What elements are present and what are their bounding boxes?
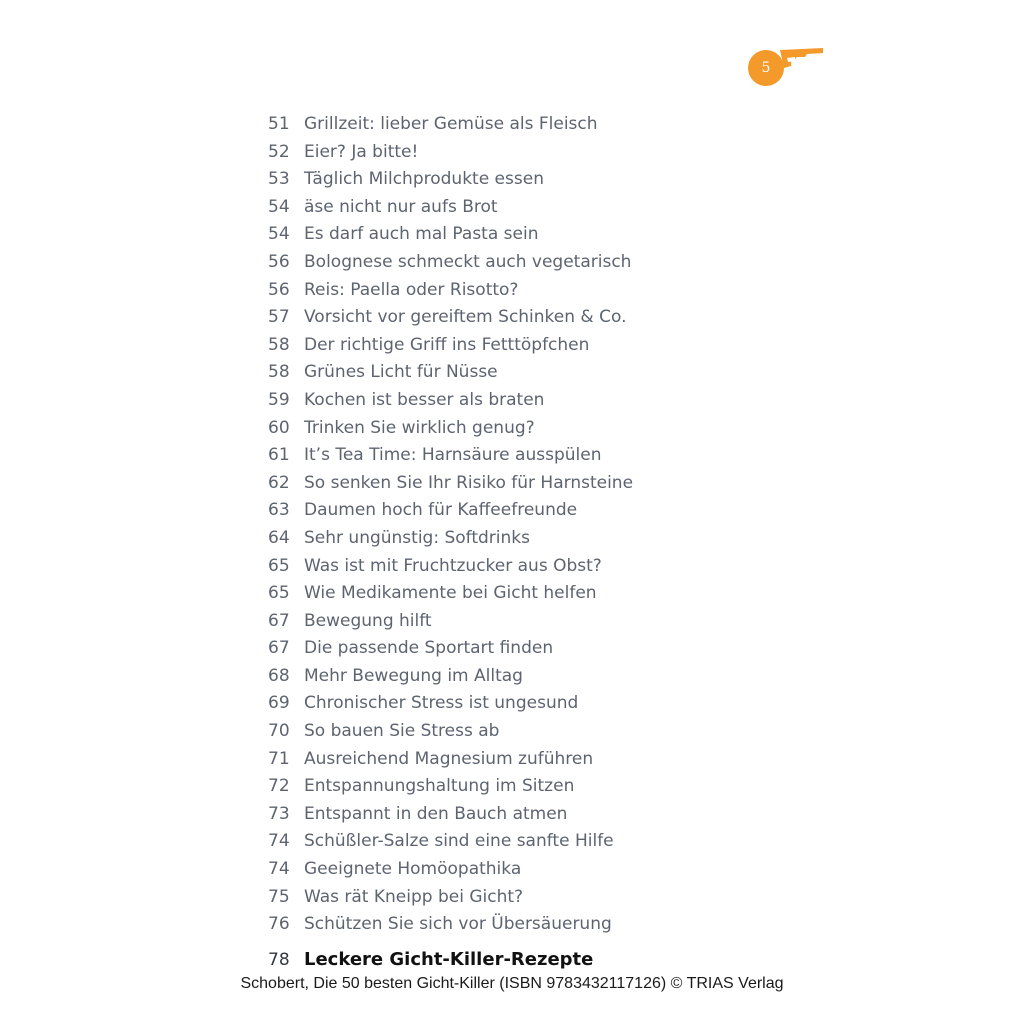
toc-entry [262, 304, 822, 332]
toc-page-number: 67 [268, 610, 290, 631]
toc-page-number: 67 [268, 638, 290, 659]
table-of-contents [262, 111, 822, 939]
toc-page-number: 57 [268, 307, 290, 328]
toc-page-number: 56 [268, 279, 290, 300]
toc-entry-title: Täglich Milchprodukte essen [304, 169, 544, 190]
toc-page-number: 58 [268, 362, 290, 383]
toc-entry-title: Grillzeit: lieber Gemüse als Fleisch [304, 114, 598, 134]
toc-entry-title: It’s Tea Time: Harnsäure ausspülen [304, 445, 602, 466]
toc-entry-title: Bolognese schmeckt auch vegetarisch [304, 251, 632, 272]
toc-page-number: 75 [268, 886, 290, 907]
toc-page-number: 52 [268, 141, 290, 162]
toc-entry [262, 497, 822, 525]
toc-entry [262, 635, 822, 663]
toc-entry-title: So bauen Sie Stress ab [304, 721, 500, 742]
toc-entry [262, 139, 822, 167]
toc-entry-title: Der richtige Griff ins Fetttöpfchen [304, 334, 590, 355]
toc-entry-title: Schützen Sie sich vor Übersäuerung [304, 914, 612, 935]
toc-page-number: 54 [268, 224, 290, 245]
toc-page-number: 65 [268, 555, 290, 576]
toc-entry-title: Was ist mit Fruchtzucker aus Obst? [304, 555, 602, 576]
toc-entry-title: Entspannt in den Bauch atmen [304, 803, 568, 824]
toc-entry-title: Eier? Ja bitte! [304, 141, 419, 162]
toc-entry [262, 221, 822, 249]
toc-entry [262, 277, 822, 305]
toc-entry-title: Es darf auch mal Pasta sein [304, 224, 539, 245]
toc-page-number: 62 [268, 472, 290, 493]
footer-citation: Schobert, Die 50 besten Gicht-Killer (ISBN 9783432117126) © TRIAS Verlag [240, 975, 784, 992]
toc-entry [262, 470, 822, 498]
toc-page-number: 58 [268, 334, 290, 355]
page-number: 5 [761, 60, 771, 76]
toc-entry-title: Sehr ungünstig: Softdrinks [304, 527, 530, 548]
toc-entry-title: Was rät Kneipp bei Gicht? [304, 886, 524, 907]
toc-entry [262, 580, 822, 608]
toc-entry [262, 194, 822, 222]
toc-entry-title: Trinken Sie wirklich genug? [304, 417, 535, 438]
toc-entry [262, 718, 822, 746]
toc-entry [262, 663, 822, 691]
toc-page-number: 59 [268, 389, 290, 410]
toc-entry-title: Geeignete Homöopathika [304, 859, 522, 880]
toc-page-number: 76 [268, 914, 290, 935]
toc-page-number: 64 [268, 527, 290, 548]
toc-entry [262, 608, 822, 636]
toc-entry-title: Entspannungshaltung im Sitzen [304, 776, 575, 797]
toc-entry-title: Wie Medikamente bei Gicht helfen [304, 583, 597, 604]
toc-page-number: 61 [268, 445, 290, 466]
toc-page-number: 71 [268, 748, 290, 769]
toc-page-number: 51 [268, 114, 290, 134]
toc-entry [262, 332, 822, 360]
toc-entry-title: Reis: Paella oder Risotto? [304, 279, 519, 300]
toc-entry [262, 690, 822, 718]
toc-entry [262, 773, 822, 801]
toc-entry [262, 442, 822, 470]
toc-entry [262, 911, 822, 939]
toc-entry-title: äse nicht nur aufs Brot [304, 196, 498, 217]
toc-page-number: 53 [268, 169, 290, 190]
toc-page-number: 74 [268, 831, 290, 852]
toc-page-number: 69 [268, 693, 290, 714]
toc-entry [262, 387, 822, 415]
toc-entry [262, 415, 822, 443]
toc-page-number: 73 [268, 803, 290, 824]
toc-entry-title: Ausreichend Magnesium zuführen [304, 748, 594, 769]
section-page-number: 78 [268, 950, 290, 970]
toc-page-number: 68 [268, 665, 290, 686]
toc-entry-title: Grünes Licht für Nüsse [304, 362, 498, 383]
toc-entry [262, 249, 822, 277]
toc-entry-title: Schüßler-Salze sind eine sanfte Hilfe [304, 831, 614, 852]
toc-entry [262, 553, 822, 581]
toc-entry-title: Die passende Sportart finden [304, 638, 554, 659]
toc-entry-title: So senken Sie Ihr Risiko für Harnsteine [304, 472, 634, 493]
toc-page-number: 63 [268, 500, 290, 521]
toc-entry [262, 884, 822, 912]
toc-entry-title: Kochen ist besser als braten [304, 389, 545, 410]
toc-page-number: 60 [268, 417, 290, 438]
toc-page-number: 65 [268, 583, 290, 604]
toc-entry [262, 111, 822, 139]
toc-entry-title: Chronischer Stress ist ungesund [304, 693, 579, 714]
toc-entry [262, 801, 822, 829]
toc-entry [262, 828, 822, 856]
toc-entry [262, 166, 822, 194]
toc-entry [262, 746, 822, 774]
toc-page-number: 72 [268, 776, 290, 797]
toc-page-number: 74 [268, 859, 290, 880]
toc-page-number: 54 [268, 196, 290, 217]
toc-entry-title: Vorsicht vor gereiftem Schinken & Co. [304, 307, 627, 328]
page-number-badge [747, 44, 823, 86]
toc-entry [262, 525, 822, 553]
section-heading [262, 946, 593, 974]
toc-entry [262, 856, 822, 884]
toc-entry [262, 359, 822, 387]
section-title: Leckere Gicht-Killer-Rezepte [304, 949, 594, 970]
toc-entry-title: Bewegung hilft [304, 610, 432, 631]
toc-page-number: 56 [268, 251, 290, 272]
toc-entry-title: Daumen hoch für Kaffeefreunde [304, 500, 578, 521]
toc-page-number: 70 [268, 721, 290, 742]
toc-entry-title: Mehr Bewegung im Alltag [304, 665, 523, 686]
